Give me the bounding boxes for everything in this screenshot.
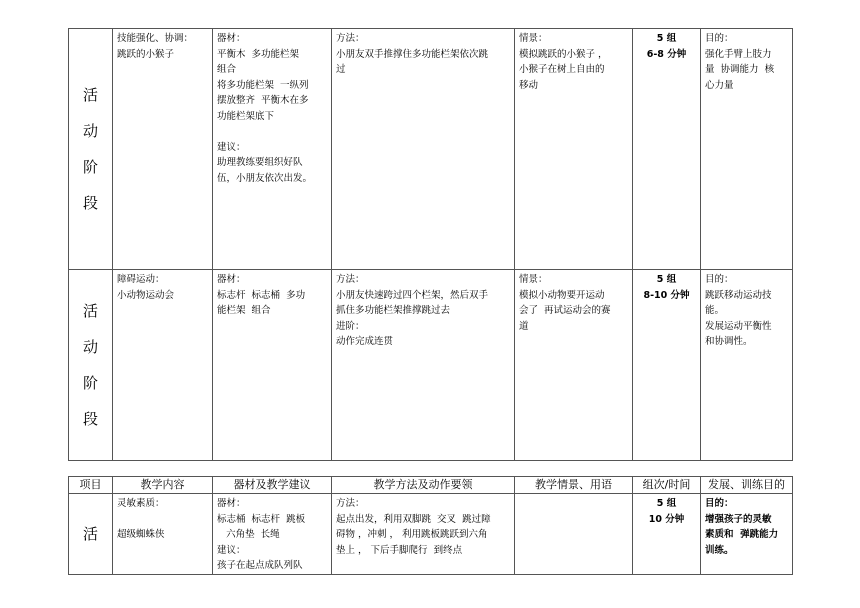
scenario-line: 移动 — [519, 79, 539, 91]
goal-line: 目的： — [705, 274, 734, 285]
goal-cell — [701, 494, 793, 575]
equipment-line: 标志杆 标志桶 多功 — [217, 289, 306, 301]
goal-line: 素质和 弹跳能力 — [705, 529, 779, 540]
stage-cell — [69, 270, 113, 461]
equipment-line: 摆放整齐 平衡木在多 — [217, 95, 309, 106]
scenario-cell — [515, 270, 633, 461]
method-cell — [332, 494, 515, 575]
method-cell — [332, 270, 515, 461]
content-line: 技能强化、协调： — [117, 33, 194, 44]
scenario-line: 模拟小动物要开运动 — [519, 289, 605, 301]
scenario-cell — [515, 29, 633, 270]
blank-line — [217, 124, 327, 140]
goal-cell — [701, 29, 793, 270]
content-cell — [113, 29, 213, 270]
equipment-line: 建议： — [217, 544, 246, 556]
equipment-line: 伍，小朋友依次出发。 — [217, 172, 313, 184]
scenario-line: 情景： — [519, 33, 548, 44]
equipment-line: 六角垫 长绳 — [217, 529, 280, 540]
method-line: 方法： — [336, 33, 365, 44]
method-line: 小朋友快速跨过四个栏架，然后双手 — [336, 289, 489, 301]
equipment-line: 将多功能栏架 一纵列 — [217, 79, 309, 91]
goal-line: 能。 — [705, 305, 725, 316]
groups-line: 5 组 — [656, 33, 677, 44]
method-line: 动作完成连贯 — [336, 336, 394, 347]
equipment-line: 能栏架 组合 — [217, 305, 271, 316]
scenario-line: 情景： — [519, 274, 548, 285]
equipment-line: 器材： — [217, 274, 246, 285]
content-line: 超级蜘蛛侠 — [117, 529, 165, 540]
equipment-line: 器材： — [217, 498, 246, 509]
stage-char: 阶 — [82, 158, 98, 176]
equipment-line: 孩子在起点成队列队 — [217, 560, 303, 571]
equipment-line: 助理教练要组织好队 — [217, 157, 303, 168]
equipment-line: 器材： — [217, 33, 246, 44]
stage-char: 段 — [82, 194, 98, 212]
goal-line: 强化手臂上肢力 — [705, 48, 772, 60]
stage-char: 阶 — [82, 374, 98, 392]
goal-line: 和协调性。 — [705, 336, 753, 347]
stage-cell — [69, 29, 113, 270]
method-line: 碍物 ，冲刺 ， 利用跳板跳跃到六角 — [336, 529, 488, 540]
method-line: 小朋友双手推撑住多功能栏架依次跳 — [336, 48, 489, 60]
scenario-line: 小猴子在树上自由的 — [519, 64, 605, 75]
groups-cell — [633, 29, 701, 270]
header-item: 项目 — [69, 477, 113, 494]
method-line: 抓住多功能栏架推撑跳过去 — [336, 305, 451, 316]
stage-char: 活 — [82, 302, 98, 320]
equipment-line: 平衡木 多功能栏架 — [217, 48, 300, 60]
method-line: 过 — [336, 64, 346, 75]
lesson-plan-table-upper — [68, 28, 793, 461]
equipment-line: 组合 — [217, 64, 237, 75]
content-cell — [113, 270, 213, 461]
method-line: 起点出发，利用双脚跳 交叉 跳过障 — [336, 513, 491, 525]
groups-line: 6-8 分钟 — [646, 48, 687, 60]
goal-line: 发展运动平衡性 — [705, 320, 772, 332]
goal-line: 增强孩子的灵敏 — [705, 513, 772, 525]
header-method: 教学方法及动作要领 — [332, 477, 515, 494]
scenario-line: 道 — [519, 320, 529, 332]
groups-line: 5 组 — [656, 274, 677, 285]
stage-char: 段 — [82, 410, 98, 428]
goal-line: 目的： — [705, 498, 734, 509]
method-line: 方法： — [336, 274, 365, 285]
header-content: 教学内容 — [113, 477, 213, 494]
scenario-line: 会了 再试运动会的赛 — [519, 305, 611, 316]
content-line: 小动物运动会 — [117, 289, 175, 301]
groups-line: 10 分钟 — [648, 513, 685, 525]
stage-cell: 活 — [69, 494, 113, 575]
groups-line: 8-10 分钟 — [643, 289, 690, 301]
content-line: 跳跃的小猴子 — [117, 48, 175, 60]
header-row — [69, 477, 793, 494]
equipment-line: 建议： — [217, 141, 246, 153]
groups-cell — [633, 494, 701, 575]
goal-line: 跳跃移动运动技 — [705, 289, 772, 301]
goal-line: 训练。 — [705, 544, 734, 556]
scenario-cell — [515, 494, 633, 575]
content-line: 障碍运动： — [117, 274, 165, 285]
blank-line — [117, 512, 208, 528]
goal-cell — [701, 270, 793, 461]
equipment-line: 功能栏架底下 — [217, 110, 275, 122]
groups-cell — [633, 270, 701, 461]
header-goal: 发展、训练目的 — [701, 477, 793, 494]
equipment-cell — [213, 270, 332, 461]
stage-char: 动 — [82, 122, 98, 140]
header-groups: 组次/时间 — [633, 477, 701, 494]
method-line: 垫上 ， 下后手脚爬行 到终点 — [336, 544, 463, 556]
content-cell — [113, 494, 213, 575]
content-line: 灵敏素质： — [117, 498, 165, 509]
table-row — [69, 29, 793, 270]
goal-line: 心力量 — [705, 79, 734, 91]
header-equipment: 器材及教学建议 — [213, 477, 332, 494]
stage-char: 动 — [82, 338, 98, 356]
groups-line: 5 组 — [656, 498, 677, 509]
equipment-line: 标志桶 标志杆 跳板 — [217, 513, 306, 525]
scenario-line: 模拟跳跃的小猴子 ， — [519, 48, 608, 60]
table-row — [69, 270, 793, 461]
equipment-cell — [213, 29, 332, 270]
goal-line: 目的： — [705, 33, 734, 44]
stage-char: 活 — [82, 86, 98, 104]
table-row — [69, 494, 793, 575]
equipment-cell — [213, 494, 332, 575]
goal-line: 量 协调能力 核 — [705, 64, 775, 75]
method-line: 进阶： — [336, 320, 365, 332]
header-scenario: 教学情景、用语 — [515, 477, 633, 494]
method-cell — [332, 29, 515, 270]
lesson-plan-table-lower — [68, 476, 793, 575]
method-line: 方法： — [336, 498, 365, 509]
